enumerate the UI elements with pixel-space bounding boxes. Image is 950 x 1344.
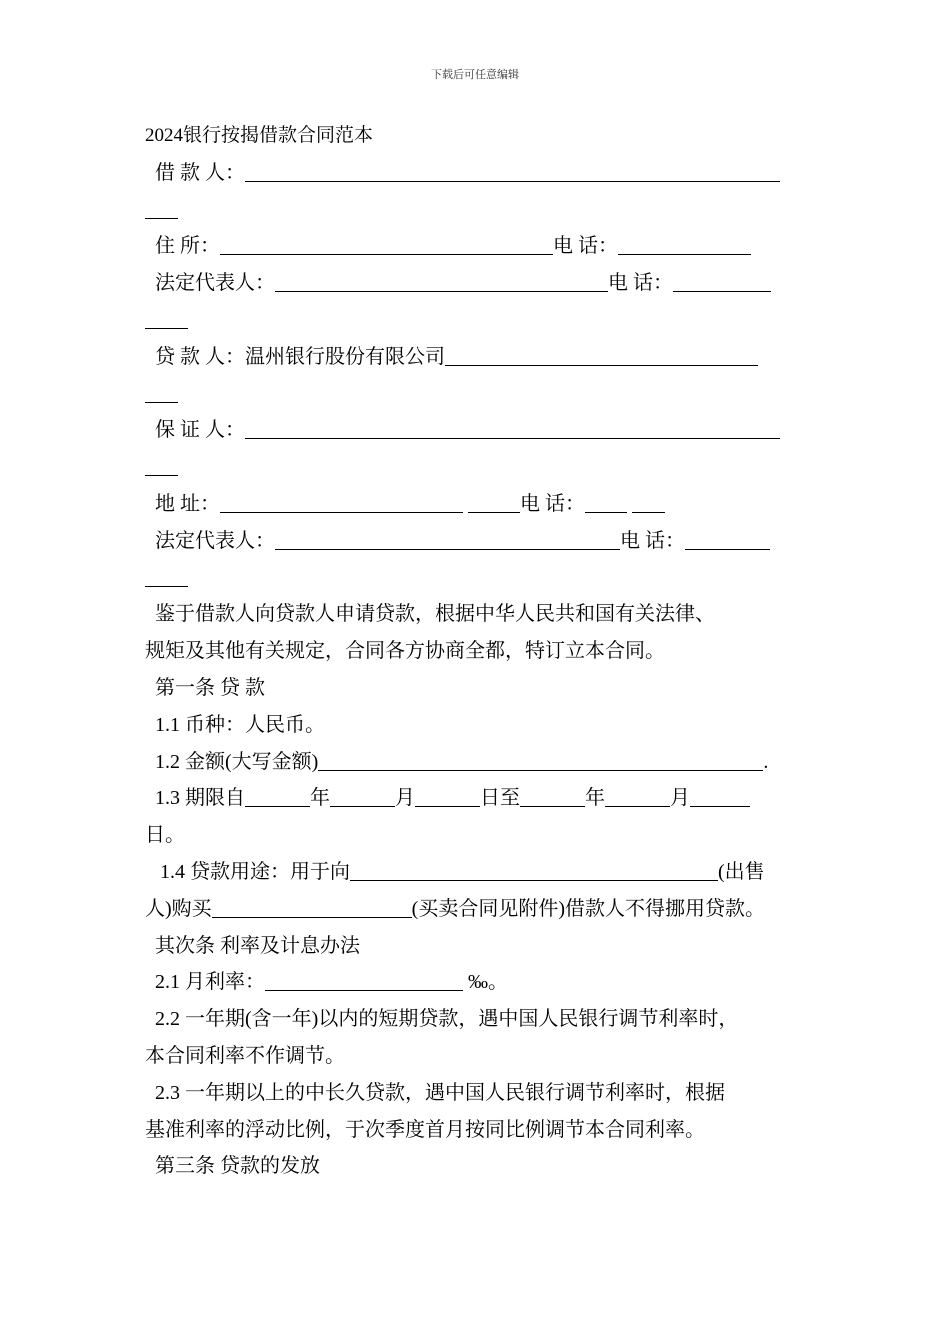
phone-label: 电 话： [553,235,618,258]
contract-body [145,118,810,1185]
article-2-3-line-1 [145,1075,810,1112]
article-1-1 [145,707,810,744]
borrower-blank [245,159,780,182]
borrower-label: 借 款 人： [155,161,245,184]
address-label: 住 所： [155,235,220,258]
article-1-4-cont [145,891,810,928]
article-2-3-line-2: 基准利率的浮动比例，于次季度首月按同比例调节本合同利率。 [145,1118,705,1141]
lender-line [145,339,810,376]
guarantor-legal-rep-phone-label: 电 话： [620,529,685,552]
article-2-2-line-1 [145,1001,810,1038]
article-1-title-text: 第一条 贷 款 [155,676,265,699]
guarantor-wrap [145,449,810,486]
guarantor-line [145,412,810,449]
guarantor-label: 保 证 人： [155,419,245,442]
legal-rep-blank [275,269,608,292]
article-1-4-note: (买卖合同见附件)借款人不得挪用贷款。 [411,897,765,920]
article-1-3-end: 日。 [145,824,185,847]
guarantor-address-label: 地 址： [155,492,220,515]
article-3-title-text: 第三条 贷款的发放 [155,1155,320,1178]
article-1-4-label: 1.4 贷款用途：用于向 [160,860,350,883]
article-1-2 [145,744,810,781]
amount-blank [318,748,763,771]
document-title: 2024银行按揭借款合同范本 [145,125,374,146]
article-1-3-label: 1.3 期限自 [155,787,245,810]
legal-rep-phone-blank [673,269,771,292]
end-year-label: 年 [585,787,605,810]
article-1-4 [145,854,810,891]
address-line [145,228,810,265]
guarantor-phone-blank [585,490,627,513]
article-2-3-text-1: 2.3 一年期以上的中长久贷款，遇中国人民银行调节利率时，根据 [155,1081,725,1104]
lender-label: 贷 款 人：温州银行股份有限公司 [155,345,445,368]
start-year-blank [245,784,310,807]
purchase-blank [212,895,412,918]
guarantor-phone-label: 电 话： [520,492,585,515]
guarantor-blank [245,416,780,439]
article-1-3 [145,780,810,817]
guarantor-legal-rep-line [145,523,810,560]
legal-rep-blank-cont [145,306,188,329]
start-day-to-label: 日至 [480,787,520,810]
lender-wrap [145,376,810,413]
guarantor-blank-cont [145,453,178,476]
guarantor-legal-rep-label: 法定代表人： [155,529,275,552]
article-2-2-line-2: 本合同利率不作调节。 [145,1044,345,1067]
seller-blank [350,858,718,881]
preamble-line-2: 规矩及其他有关规定，合同各方协商全都，特订立本合同。 [145,640,665,663]
page-header-note: 下载后可任意编辑 [431,69,519,81]
start-day-blank [415,784,480,807]
end-day-blank [690,784,750,807]
address-blank [220,232,553,255]
legal-rep-label: 法定代表人： [155,272,275,295]
article-1-4-seller: (出售 [718,860,765,883]
article-1-title [145,670,810,707]
guarantor-legal-rep-blank [275,527,620,550]
preamble-text-1: 鉴于借款人向贷款人申请贷款，根据中华人民共和国有关法律、 [155,603,715,626]
start-month-blank [330,784,395,807]
guarantor-address-blank-2 [468,490,520,513]
start-year-label: 年 [310,787,330,810]
end-month-label: 月 [670,787,690,810]
article-1-2-end: . [763,750,769,773]
article-1-2-label: 1.2 金额(大写金额) [155,750,319,773]
article-2-title-text: 其次条 利率及计息办法 [155,934,360,957]
lender-blank [445,343,758,366]
preamble-line-1 [145,596,810,633]
legal-rep-line [145,265,810,302]
article-2-2-text-1: 2.2 一年期(含一年)以内的短期贷款，遇中国人民银行调节利率时， [155,1008,739,1031]
lender-blank-cont [145,380,178,403]
guarantor-address-blank [220,490,463,513]
start-month-label: 月 [395,787,415,810]
article-2-1 [145,964,810,1001]
borrower-wrap [145,192,810,229]
guarantor-legal-rep-blank-cont [145,564,188,587]
guarantor-legal-rep-phone-blank [685,527,770,550]
article-1-1-text: 1.1 币种：人民币。 [155,713,325,736]
guarantor-phone-blank-2 [632,490,665,513]
phone-blank [618,232,751,255]
borrower-blank-cont [145,196,178,219]
article-2-1-unit: ‰。 [468,971,508,994]
borrower-line [145,155,810,192]
monthly-rate-blank [265,968,463,991]
article-2-1-label: 2.1 月利率： [155,971,265,994]
end-month-blank [605,784,670,807]
guarantor-address-line [145,486,810,523]
article-1-4-buy: 人)购买 [145,897,212,920]
legal-rep-phone-label: 电 话： [608,272,673,295]
legal-rep-wrap [145,302,810,339]
article-3-title [145,1148,810,1185]
end-year-blank [520,784,585,807]
article-2-title [145,928,810,965]
guarantor-legal-rep-wrap [145,560,810,597]
